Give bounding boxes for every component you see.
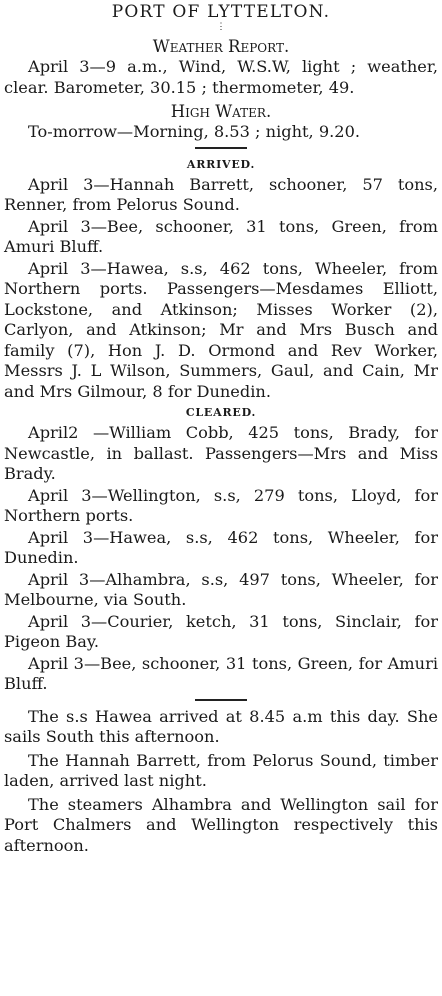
section-divider [195, 699, 247, 701]
shipping-note: The steamers Alhambra and Wellington sail for Port Chalmers and Wellington respectively this afternoon. [4, 794, 438, 855]
cleared-entry: April 3—Courier, ketch, 31 tons, Sinclair, for Pigeon Bay. [4, 611, 438, 651]
weather-heading: Weather Report. [152, 37, 290, 56]
shipping-note: The Hannah Barrett, from Pelorus Sound, timber laden, arrived last night. [4, 750, 438, 790]
cleared-entry: April 3—Wellington, s.s, 279 tons, Lloyd, for Northern ports. [4, 485, 438, 525]
high-water-text: To-morrow—Morning, 8.53 ; night, 9.20. [28, 122, 361, 141]
weather-report-text: April 3—9 a.m., Wind, W.S.W, light ; weather, clear. Barometer, 30.15 ; thermometer, 49. [4, 57, 438, 97]
arrived-heading: ARRIVED. [186, 157, 256, 171]
high-water-heading: High Water. [170, 102, 272, 121]
section-divider [195, 147, 247, 149]
arrived-entry: April 3—Hawea, s.s, 462 tons, Wheeler, from Northern ports. Passengers—Mesdames Elliott, Lockstone, and Atkinson; Misses Worker (2), Carlyon, and Atkinson; Mr and Mrs Busch and family (7), Hon J. D. Ormond and Rev Worker, Messrs J. L Wilson, Summers, Gaul, and Cain, Mr and Mrs Gilmour, 8 for Dunedin. [4, 258, 438, 401]
ornament-mark: ⋮ [216, 22, 226, 32]
cleared-entry: April2 —William Cobb, 425 tons, Brady, for Newcastle, in ballast. Passengers—Mrs and Miss Brady. [4, 423, 438, 483]
cleared-entry: April 3—Alhambra, s.s, 497 tons, Wheeler, for Melbourne, via South. [4, 569, 438, 609]
shipping-note: The s.s Hawea arrived at 8.45 a.m this day. She sails South this afternoon. [4, 706, 438, 746]
cleared-entry: April 3—Hawea, s.s, 462 tons, Wheeler, for Dunedin. [4, 527, 438, 567]
masthead-title: PORT OF LYTTELTON. [111, 2, 331, 22]
arrived-entry: April 3—Hannah Barrett, schooner, 57 tons, Renner, from Pelorus Sound. [4, 174, 438, 214]
arrived-entry: April 3—Bee, schooner, 31 tons, Green, from Amuri Bluff. [4, 216, 438, 256]
cleared-entry: April 3—Bee, schooner, 31 tons, Green, for Amuri Bluff. [4, 653, 438, 693]
cleared-heading: CLEARED. [185, 406, 257, 419]
